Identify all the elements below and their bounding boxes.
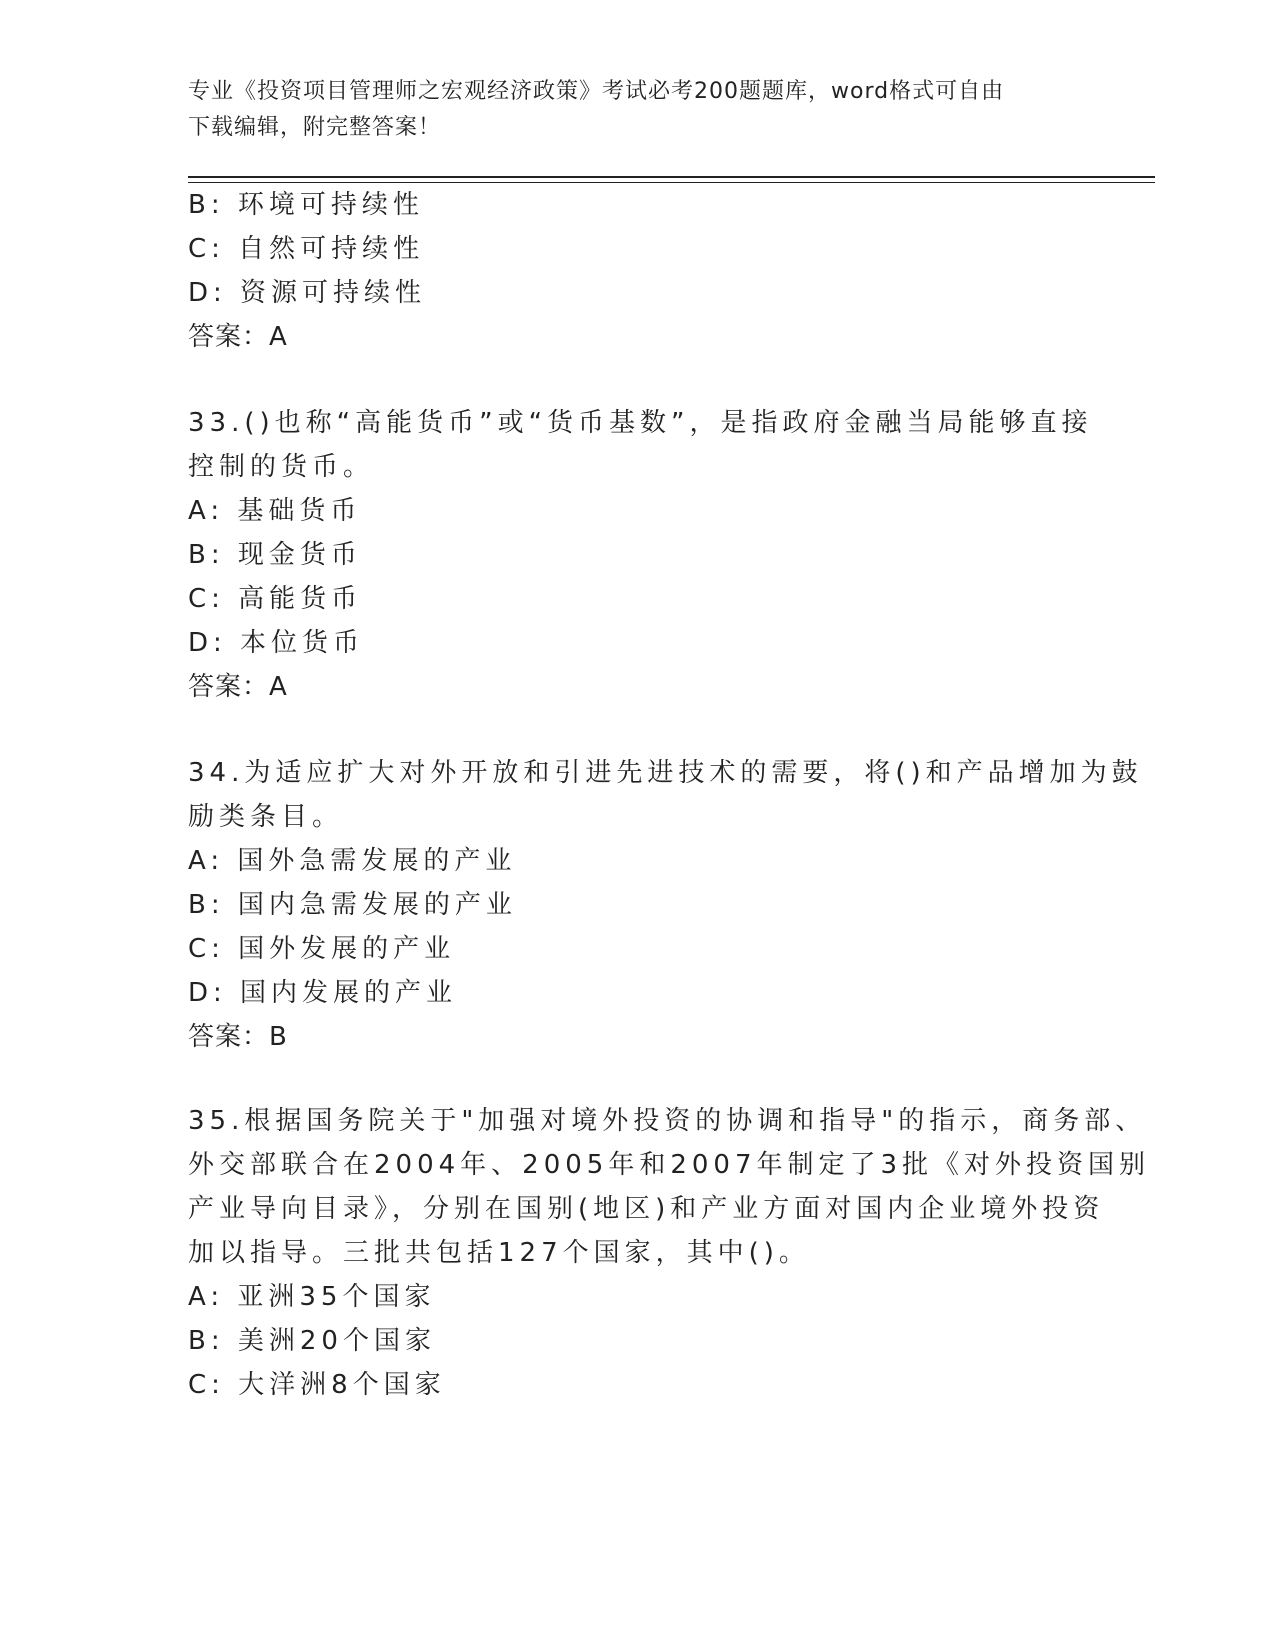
q34-answer: 答案：B: [188, 1022, 288, 1052]
q33-stem-line-1: 33.()也称“高能货币”或“货币基数”，是指政府金融当局能够直接: [188, 408, 1093, 438]
header-divider-thick: [188, 176, 1155, 178]
q35-option-a: A: 亚洲35个国家: [188, 1282, 436, 1312]
q35-option-c: C: 大洋洲8个国家: [188, 1370, 446, 1400]
q35-stem-line-1: 35.根据国务院关于"加强对境外投资的协调和指导"的指示，商务部、: [188, 1106, 1147, 1136]
q32-option-c: C: 自然可持续性: [188, 234, 425, 264]
q35-stem-line-4: 加以指导。三批共包括127个国家，其中()。: [188, 1238, 810, 1268]
q34-option-d: D: 国内发展的产业: [188, 978, 458, 1008]
header-title-line-2: 下载编辑，附完整答案！: [188, 115, 442, 140]
q33-option-b: B: 现金货币: [188, 540, 362, 570]
q34-option-c: C: 国外发展的产业: [188, 934, 456, 964]
q35-option-b: B: 美洲20个国家: [188, 1326, 436, 1356]
q33-stem-line-2: 控制的货币。: [188, 452, 375, 482]
q35-stem-line-2: 外交部联合在2004年、2005年和2007年制定了3批《对外投资国别: [188, 1150, 1151, 1180]
q35-stem-line-3: 产业导向目录》，分别在国别(地区)和产业方面对国内企业境外投资: [188, 1194, 1105, 1224]
q34-stem-line-1: 34.为适应扩大对外开放和引进先进技术的需要，将()和产品增加为鼓: [188, 758, 1143, 788]
q33-answer: 答案：A: [188, 672, 288, 702]
q32-option-d: D: 资源可持续性: [188, 278, 427, 308]
q34-stem-line-2: 励类条目。: [188, 802, 344, 832]
q33-option-c: C: 高能货币: [188, 584, 363, 614]
q33-option-d: D: 本位货币: [188, 628, 365, 658]
q32-answer: 答案：A: [188, 322, 288, 352]
q34-option-b: B: 国内急需发展的产业: [188, 890, 517, 920]
q34-option-a: A: 国外急需发展的产业: [188, 846, 517, 876]
q32-option-b: B: 环境可持续性: [188, 190, 424, 220]
document-header: [188, 74, 1088, 146]
q33-option-a: A: 基础货币: [188, 496, 362, 526]
header-title-line-1: 专业《投资项目管理师之宏观经济政策》考试必考200题题库，word格式可自由: [188, 79, 1005, 104]
